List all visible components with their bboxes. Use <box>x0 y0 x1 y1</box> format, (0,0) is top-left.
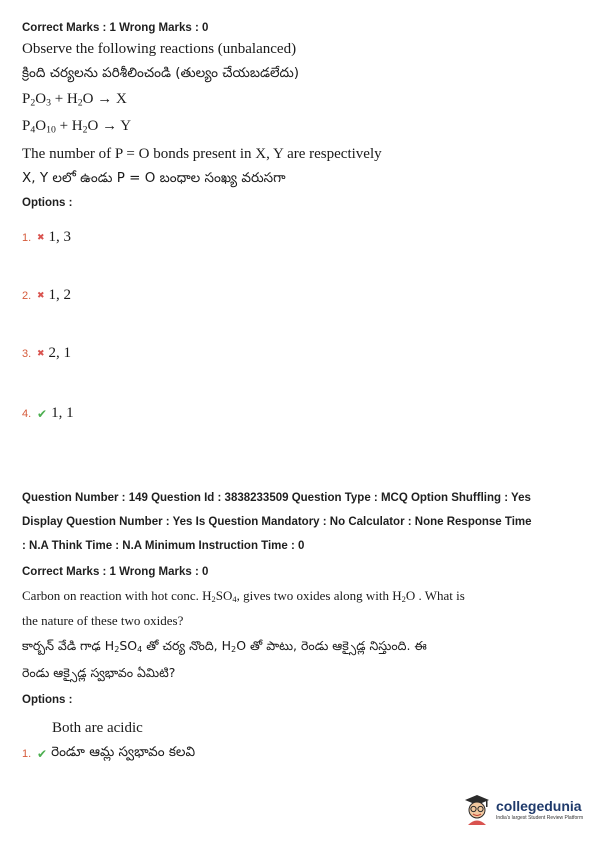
q1-question-telugu: X, Y లలో ఉండు P = O బంధాల సంఖ్య వరుసగా <box>22 170 286 186</box>
q2-marks: Correct Marks : 1 Wrong Marks : 0 <box>22 566 209 578</box>
q2-option-1[interactable] <box>22 744 195 763</box>
cross-icon: ✖ <box>37 232 45 243</box>
q1-reaction-1: $P_2O_3 + H_2O \to X$ <box>22 91 127 109</box>
q2-options-label: Options : <box>22 694 73 706</box>
q2-question-line-2: the nature of these two oxides? <box>22 613 184 628</box>
q2-header-line-1: Question Number : 149 Question Id : 3838233509 Question Type : MCQ Option Shuffling : Yes <box>22 492 531 504</box>
q2-question-telugu-1: కార్బన్ వేడి గాఢ $H_2SO_4$ తో చర్య నొంది, $H_2O$ తో పాటు, రెండు ఆక్సైడ్ల నిస్తుంది. ఈ <box>22 638 427 655</box>
q1-options-label: Options : <box>22 197 73 209</box>
option-number: 2. <box>22 289 32 302</box>
cross-icon: ✖ <box>37 348 45 359</box>
q1-marks: Correct Marks : 1 Wrong Marks : 0 <box>22 22 209 34</box>
collegedunia-logo <box>462 792 583 826</box>
q1-option-1[interactable] <box>22 229 71 246</box>
q1-reaction-2: $P_4O_{10} + H_2O \to Y$ <box>22 118 132 136</box>
q2-question-telugu-2: రెండు ఆక్సైడ్ల స్వభావం ఏమిటి? <box>22 665 176 680</box>
option-text: 1, 3 <box>48 229 72 245</box>
check-icon: ✔ <box>37 746 48 761</box>
option-number: 1. <box>22 231 32 244</box>
option-number: 1. <box>22 747 32 760</box>
option-text: 2, 1 <box>48 345 72 361</box>
q1-option-3[interactable] <box>22 345 71 362</box>
option-text-telugu: రెండూ ఆమ్ల స్వభావం కలవి <box>51 744 196 760</box>
option-number: 4. <box>22 407 32 420</box>
q1-option-4[interactable] <box>22 405 74 422</box>
option-text: 1, 1 <box>51 405 74 421</box>
option-number: 3. <box>22 347 32 360</box>
q2-option-1-text: Both are acidic <box>52 720 143 736</box>
check-icon: ✔ <box>37 406 48 421</box>
q2-header-line-3: : N.A Think Time : N.A Minimum Instruction Time : 0 <box>22 540 305 552</box>
cross-icon: ✖ <box>37 290 45 301</box>
logo-subtitle: India's largest Student Review Platform <box>496 814 584 821</box>
option-text: 1, 2 <box>48 287 72 303</box>
q2-header-line-2: Display Question Number : Yes Is Question Mandatory : No Calculator : None Response Time <box>22 516 532 528</box>
mascot-icon <box>462 792 492 826</box>
logo-title: collegedunia <box>496 797 582 814</box>
q1-statement-telugu: క్రింది చర్యలను పరిశీలించండి (తుల్యం చేయబడలేదు) <box>22 65 300 81</box>
q2-question-line-1: Carbon on reaction with hot conc. $H_2SO_4$, gives two oxides along with $H_2O$ . What is <box>22 588 465 605</box>
q1-question: The number of P = O bonds present in X, Y are respectively <box>22 146 382 162</box>
q1-option-2[interactable] <box>22 287 71 304</box>
q1-statement: Observe the following reactions (unbalanced) <box>22 41 297 57</box>
